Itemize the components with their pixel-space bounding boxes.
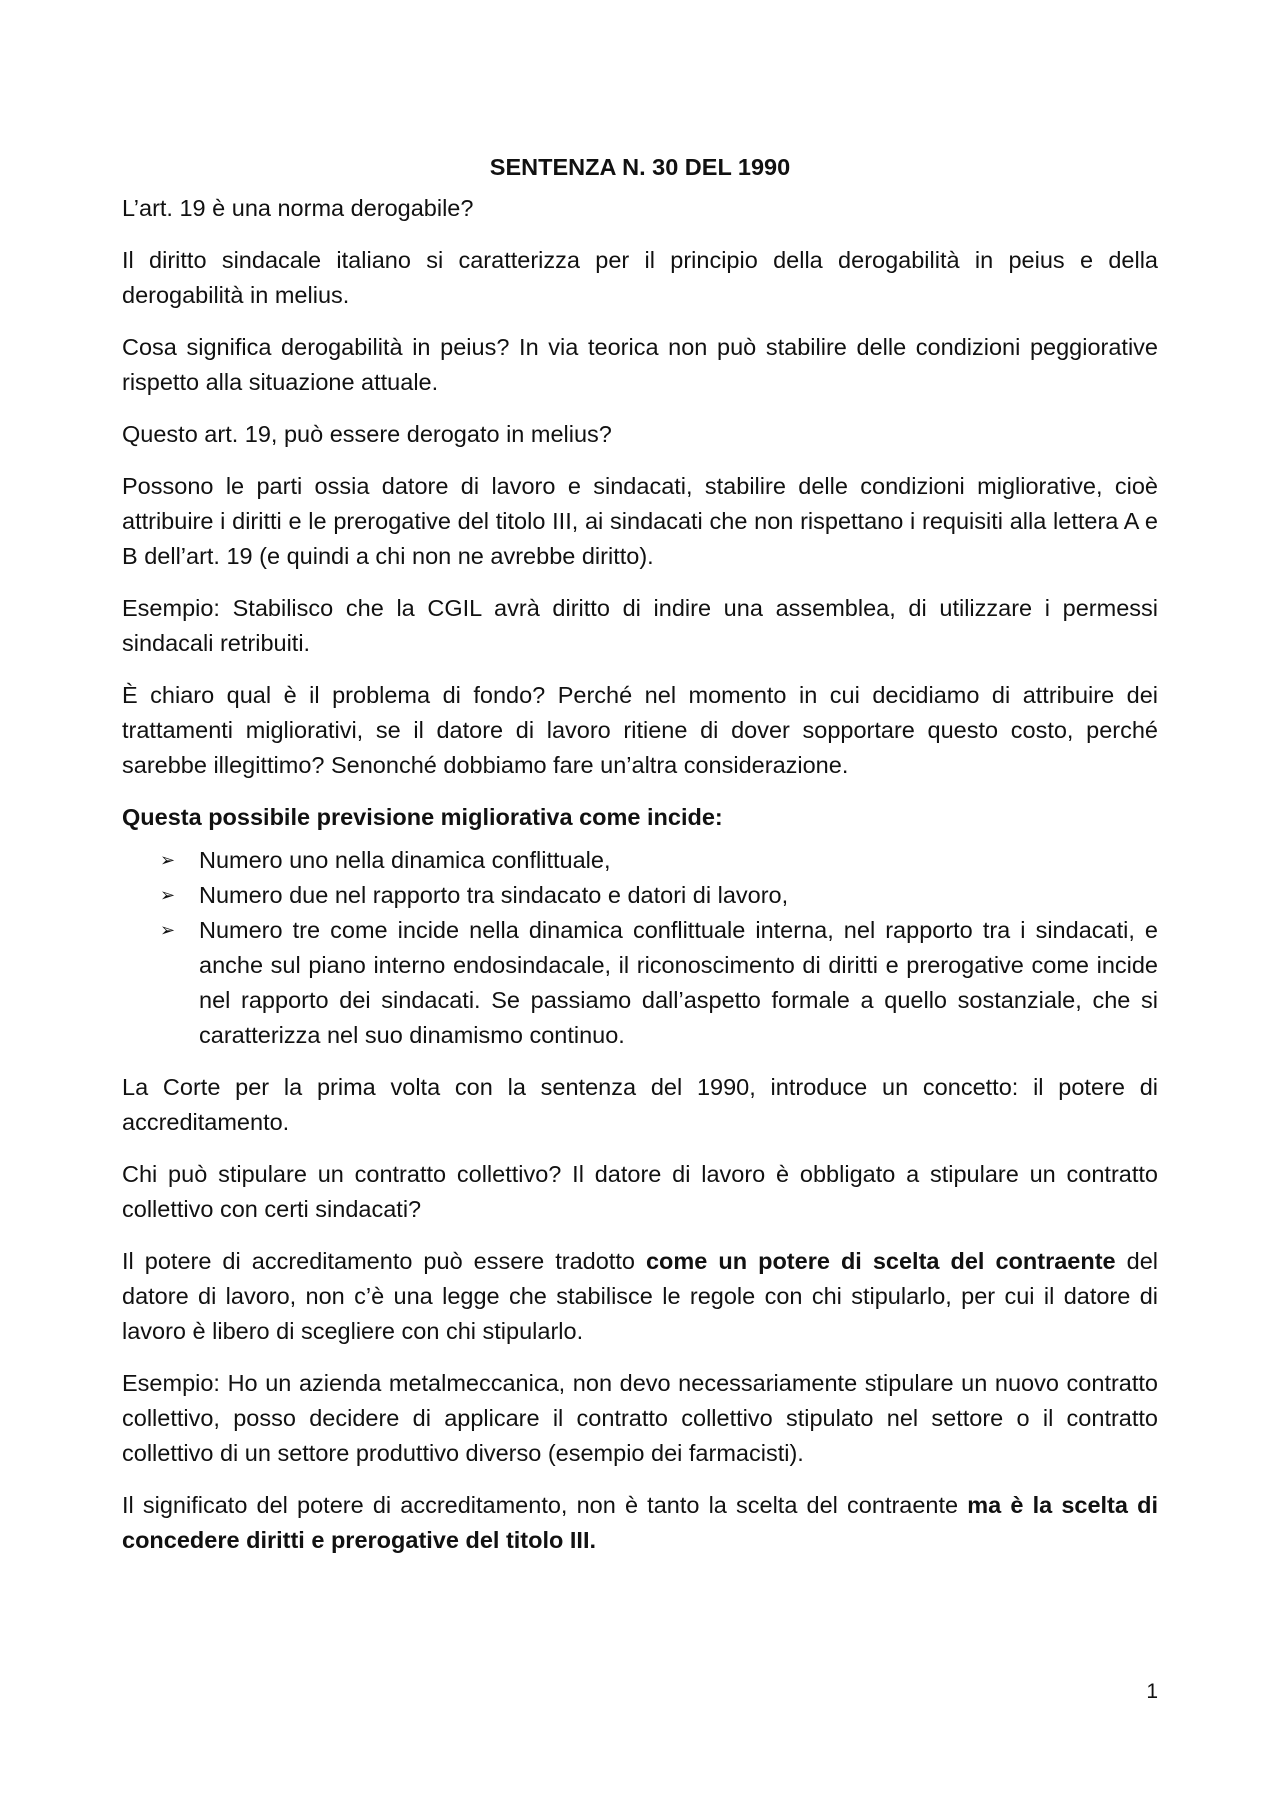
paragraph-corte: La Corte per la prima volta con la sentenza del 1990, introduce un concetto: il potere di accreditamento.	[122, 1074, 1158, 1135]
paragraph-problem: È chiaro qual è il problema di fondo? Perché nel momento in cui decidiamo di attribuire dei trattamenti migliorativi, se il datore di lavoro ritiene di dover sopportare questo costo, perché sarebbe illegittimo? Senonché dobbiamo fare un’altra considerazione.	[122, 682, 1158, 778]
paragraph-example-metalmeccanica: Esempio: Ho un azienda metalmeccanica, non devo necessariamente stipulare un nuovo contratto collettivo, posso decidere di applicare il contratto collettivo stipulato nel settore o il contratto collettivo di un settore produttivo diverso (esempio dei farmacisti).	[122, 1370, 1158, 1466]
arrow-bullet-icon: ➢	[160, 850, 176, 870]
list-item-text: Numero tre come incide nella dinamica conflittuale interna, nel rapporto tra i sindacati, e anche sul piano interno endosindacale, il riconoscimento di diritti e prerogative come incide nel rapporto dei sindacati. Se passiamo dall’aspetto formale a quello sostanziale, che si caratterizza nel suo dinamismo continuo.	[199, 917, 1158, 1048]
list-item	[122, 913, 1158, 1053]
paragraph-example-cgil: Esempio: Stabilisco che la CGIL avrà diritto di indire una assemblea, di utilizzare i permessi sindacali retribuiti.	[122, 595, 1158, 656]
list-item-text: Numero uno nella dinamica conflittuale,	[199, 847, 611, 873]
text-run: Il significato del potere di accreditamento, non è tanto la scelta del contraente	[122, 1492, 968, 1518]
paragraph-question-in-melius: Questo art. 19, può essere derogato in melius?	[122, 421, 612, 447]
text-run: Il potere di accreditamento può essere tradotto	[122, 1248, 646, 1274]
text-run: del datore di lavoro, non c’è una legge che stabilisce le regole con chi stipularlo, per cui il datore di lavoro è libero di scegliere con chi stipularlo.	[122, 1248, 1159, 1344]
list-item	[122, 878, 1158, 913]
subheading: Questa possibile previsione migliorativa come incide:	[122, 804, 723, 830]
paragraph-in-peius: Cosa significa derogabilità in peius? In via teorica non può stabilire delle condizioni peggiorative rispetto alla situazione attuale.	[122, 334, 1158, 395]
paragraph-question-art19: L’art. 19 è una norma derogabile?	[122, 195, 474, 221]
arrow-bullet-icon: ➢	[160, 885, 176, 905]
paragraph-significato	[122, 1488, 1158, 1558]
paragraph-accreditamento	[122, 1244, 1158, 1349]
bold-text-run: ma è la scelta di concedere diritti e prerogative del titolo III.	[122, 1492, 1158, 1553]
paragraph-who-can-stipulate: Chi può stipulare un contratto collettivo? Il datore di lavoro è obbligato a stipulare un contratto collettivo con certi sindacati?	[122, 1161, 1158, 1222]
paragraph-principle: Il diritto sindacale italiano si caratterizza per il principio della derogabilità in peius e della derogabilità in melius.	[122, 247, 1158, 308]
page-number: 1	[1146, 1680, 1158, 1703]
bullet-list	[122, 843, 1158, 1053]
document-page	[122, 150, 1158, 1575]
paragraph-parties: Possono le parti ossia datore di lavoro e sindacati, stabilire delle condizioni migliorative, cioè attribuire i diritti e le prerogative del titolo III, ai sindacati che non rispettano i requisiti alla lettera A e B dell’art. 19 (e quindi a chi non ne avrebbe diritto).	[122, 473, 1158, 569]
list-item	[122, 843, 1158, 878]
document-title: SENTENZA N. 30 DEL 1990	[489, 154, 791, 180]
list-item-text: Numero due nel rapporto tra sindacato e datori di lavoro,	[199, 882, 789, 908]
arrow-bullet-icon: ➢	[160, 920, 176, 940]
bold-text-run: come un potere di scelta del contraente	[645, 1248, 1116, 1274]
